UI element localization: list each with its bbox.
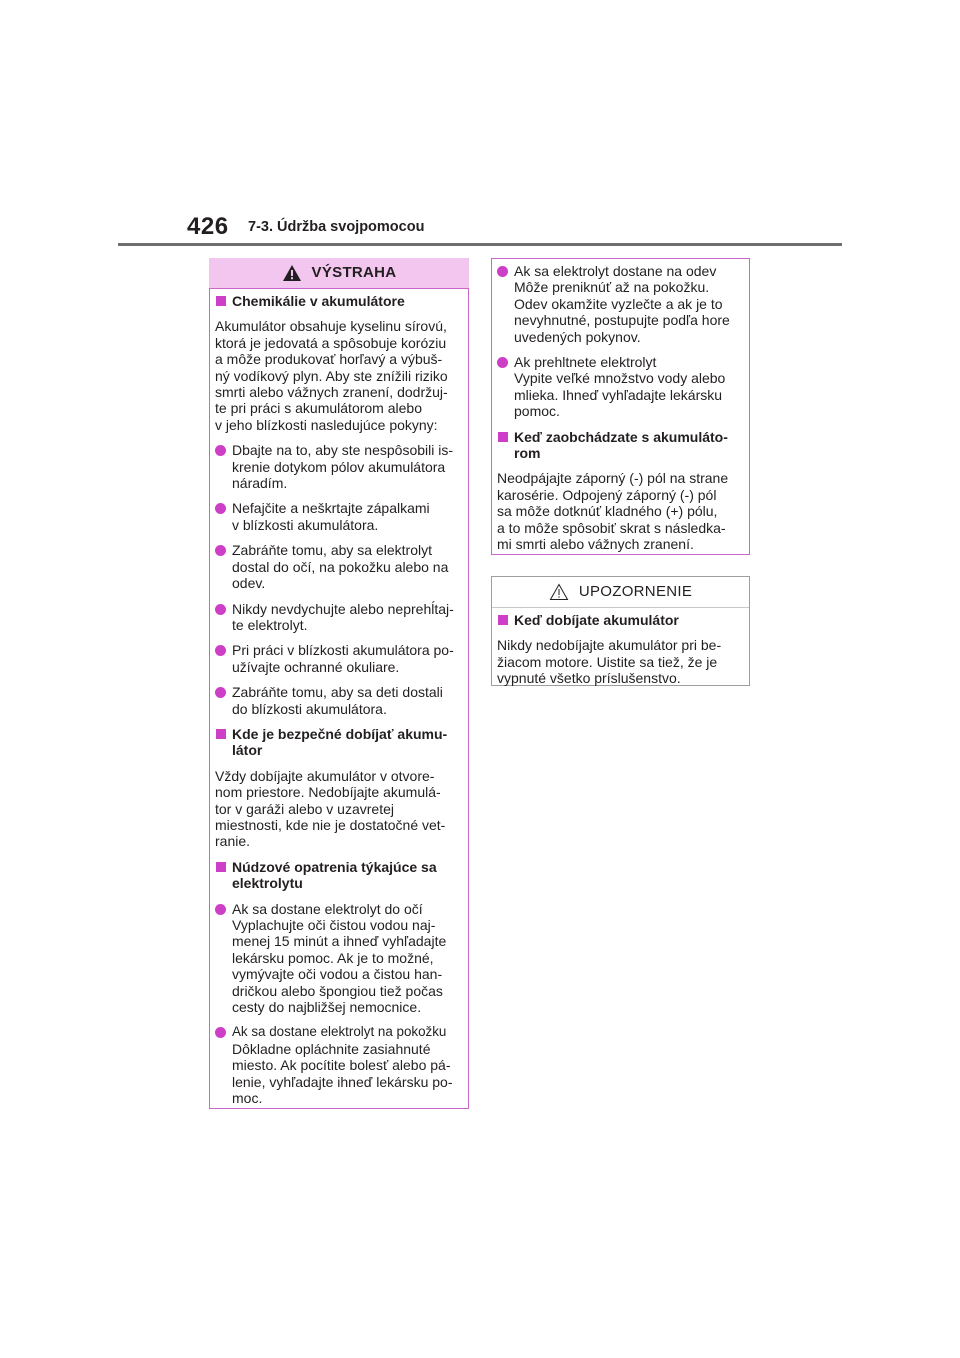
square-bullet-icon <box>498 615 508 625</box>
text-line: pomoc. <box>514 403 560 420</box>
bullet-item <box>215 601 460 634</box>
text-line: Ak sa elektrolyt dostane na odev <box>514 263 717 279</box>
text-line: ranie. <box>215 833 251 850</box>
text-line: do blízkosti akumulátora. <box>232 700 387 717</box>
text-line: te elektrolyt. <box>232 616 308 633</box>
text-line: Keď dobíjate akumulátor <box>514 612 679 628</box>
heading-charging-battery <box>497 612 741 628</box>
heading-chemicals <box>215 293 460 309</box>
text-line: žiacom motore. Uistite sa tiež, že je <box>497 653 718 670</box>
text-line: vypnuté všetko príslušenstvo. <box>497 670 681 687</box>
text-line: Dôkladne opláchnite zasiahnuté <box>232 1040 431 1057</box>
text-line: Keď zaobchádzate s akumuláto- <box>514 428 728 445</box>
text-line: miestnosti, kde nie je dostatočné vet- <box>215 816 446 833</box>
text-line: v blízkosti akumulátora. <box>232 516 379 533</box>
round-bullet-icon <box>215 1027 226 1038</box>
text-line: Odev okamžite vyzlečte a ak je to <box>514 295 723 312</box>
text-line: ktorá je jedovatá a spôsobuje koróziu <box>215 334 447 351</box>
text-line: smrti alebo vážnych zranení, dodržuj- <box>215 384 448 401</box>
text-line: Zabráňte tomu, aby sa deti dostali <box>232 684 443 701</box>
text-line: tor v garáži alebo v uzavretej <box>215 800 394 817</box>
round-bullet-icon <box>215 445 226 456</box>
round-bullet-icon <box>497 357 508 368</box>
text-line: náradím. <box>232 475 288 492</box>
text-line: Vždy dobíjajte akumulátor v otvore- <box>215 767 435 784</box>
text-line: a to môže spôsobiť skrat s následka- <box>497 519 726 536</box>
text-line: Chemikálie v akumulátore <box>232 293 405 309</box>
square-bullet-icon <box>216 296 226 306</box>
text-line: karosérie. Odpojený záporný (-) pól <box>497 486 717 503</box>
text-line: mi smrti alebo vážnych zranení. <box>497 536 694 553</box>
text-line: rom <box>514 445 541 462</box>
square-bullet-icon <box>216 862 226 872</box>
text-line: látor <box>232 742 263 759</box>
text-line: te pri práci s akumulátorom alebo <box>215 400 422 417</box>
round-bullet-icon <box>215 687 226 698</box>
text-line: menej 15 minút a ihneď vyhľadajte <box>232 933 447 950</box>
bullet-item <box>215 542 460 591</box>
bullet-item <box>497 354 741 420</box>
text-line: moc. <box>232 1090 263 1107</box>
text-line: nom priestore. Nedobíjajte akumulá- <box>215 784 441 801</box>
text-line: Pri práci v blízkosti akumulátora po- <box>232 642 454 659</box>
text-line: dostal do očí, na pokožku alebo na <box>232 558 449 575</box>
text-line: Ak sa dostane elektrolyt do očí <box>232 900 423 917</box>
square-bullet-icon <box>498 432 508 442</box>
text-line: Nefajčite a neškrtajte zápalkami <box>232 500 430 517</box>
text-line: v jeho blízkosti nasledujúce pokyny: <box>215 416 438 433</box>
text-line: a môže produkovať horľavý a výbuš- <box>215 351 443 368</box>
round-bullet-icon <box>215 503 226 514</box>
text-line: Nikdy nedobíjajte akumulátor pri be- <box>497 637 722 654</box>
section-title: 7-3. Údržba svojpomocou <box>248 219 425 235</box>
text-line: miesto. Ak pocítite bolesť alebo pá- <box>232 1057 451 1074</box>
heading-safe-charging <box>215 726 460 759</box>
bullet-item <box>497 263 741 345</box>
bullet-item <box>215 684 460 717</box>
page-number: 426 <box>187 213 229 240</box>
bullet-item <box>215 500 460 533</box>
warning-header <box>209 258 469 289</box>
text-line: lenie, vyhľadajte ihneď lekársku po- <box>232 1073 453 1090</box>
warning-triangle-icon <box>282 264 302 282</box>
text-line: Ak sa dostane elektrolyt na pokožku <box>232 1024 447 1040</box>
warning-box-continued <box>491 258 750 555</box>
round-bullet-icon <box>215 604 226 615</box>
text-line: vymývajte oči vodou a čistou han- <box>232 966 443 983</box>
paragraph-handling <box>497 470 741 552</box>
text-line: ný vodíkový plyn. Aby ste znížili riziko <box>215 367 448 384</box>
round-bullet-icon <box>215 545 226 556</box>
text-line: elektrolytu <box>232 875 303 892</box>
heading-handling <box>497 429 741 462</box>
text-line: Kde je bezpečné dobíjať akumu- <box>232 725 448 742</box>
heading-emergency <box>215 859 460 892</box>
text-line: Núdzové opatrenia týkajúce sa <box>232 858 437 875</box>
bullet-item <box>215 901 460 1016</box>
text-line: Vyplachujte oči čistou vodou naj- <box>232 917 436 933</box>
text-line: dričkou alebo špongiou tiež počas <box>232 982 443 999</box>
warning-title: VÝSTRAHA <box>311 263 397 281</box>
caution-box <box>491 576 750 686</box>
bullet-item <box>215 442 460 491</box>
caution-triangle-icon <box>549 583 569 601</box>
text-line: Nikdy nevdychujte alebo neprehĺtaj- <box>232 600 454 617</box>
text-line: Akumulátor obsahuje kyselinu sírovú, <box>215 318 447 335</box>
text-line: Vypite veľké množstvo vody alebo <box>514 370 726 387</box>
text-line: sa môže dotknúť kladného (+) pólu, <box>497 503 718 520</box>
paragraph-caution <box>497 637 741 686</box>
text-line: Dbajte na to, aby ste nespôsobili is- <box>232 442 454 459</box>
header-rule <box>118 243 842 246</box>
text-line: lekársku pomoc. Ak je to možné, <box>232 949 434 966</box>
round-bullet-icon <box>497 266 508 277</box>
caution-body <box>492 608 749 702</box>
caution-title: UPOZORNENIE <box>578 582 693 600</box>
text-line: cesty do najbližšej nemocnice. <box>232 999 422 1016</box>
caution-header <box>492 577 749 608</box>
warning-body <box>210 289 468 1121</box>
text-line: Ak prehltnete elektrolyt <box>514 354 657 371</box>
round-bullet-icon <box>215 904 226 915</box>
paragraph-intro <box>215 318 460 433</box>
warning-box <box>209 258 469 1109</box>
paragraph-charging <box>215 768 460 850</box>
text-line: Zabráňte tomu, aby sa elektrolyt <box>232 542 432 559</box>
text-line: mlieka. Ihneď vyhľadajte lekársku <box>514 386 723 403</box>
text-line: Môže preniknúť až na pokožku. <box>514 279 710 296</box>
text-line: Neodpájajte záporný (-) pól na strane <box>497 470 729 487</box>
text-line: nevyhnutné, postupujte podľa hore <box>514 312 730 329</box>
text-line: užívajte ochranné okuliare. <box>232 658 400 675</box>
bullet-item <box>215 1024 460 1106</box>
text-line: uvedených pokynov. <box>514 328 641 345</box>
text-line: odev. <box>232 575 266 592</box>
text-line: krenie dotykom pólov akumulátora <box>232 458 446 475</box>
square-bullet-icon <box>216 729 226 739</box>
warning-body-continued <box>492 259 749 568</box>
bullet-item <box>215 642 460 675</box>
round-bullet-icon <box>215 645 226 656</box>
